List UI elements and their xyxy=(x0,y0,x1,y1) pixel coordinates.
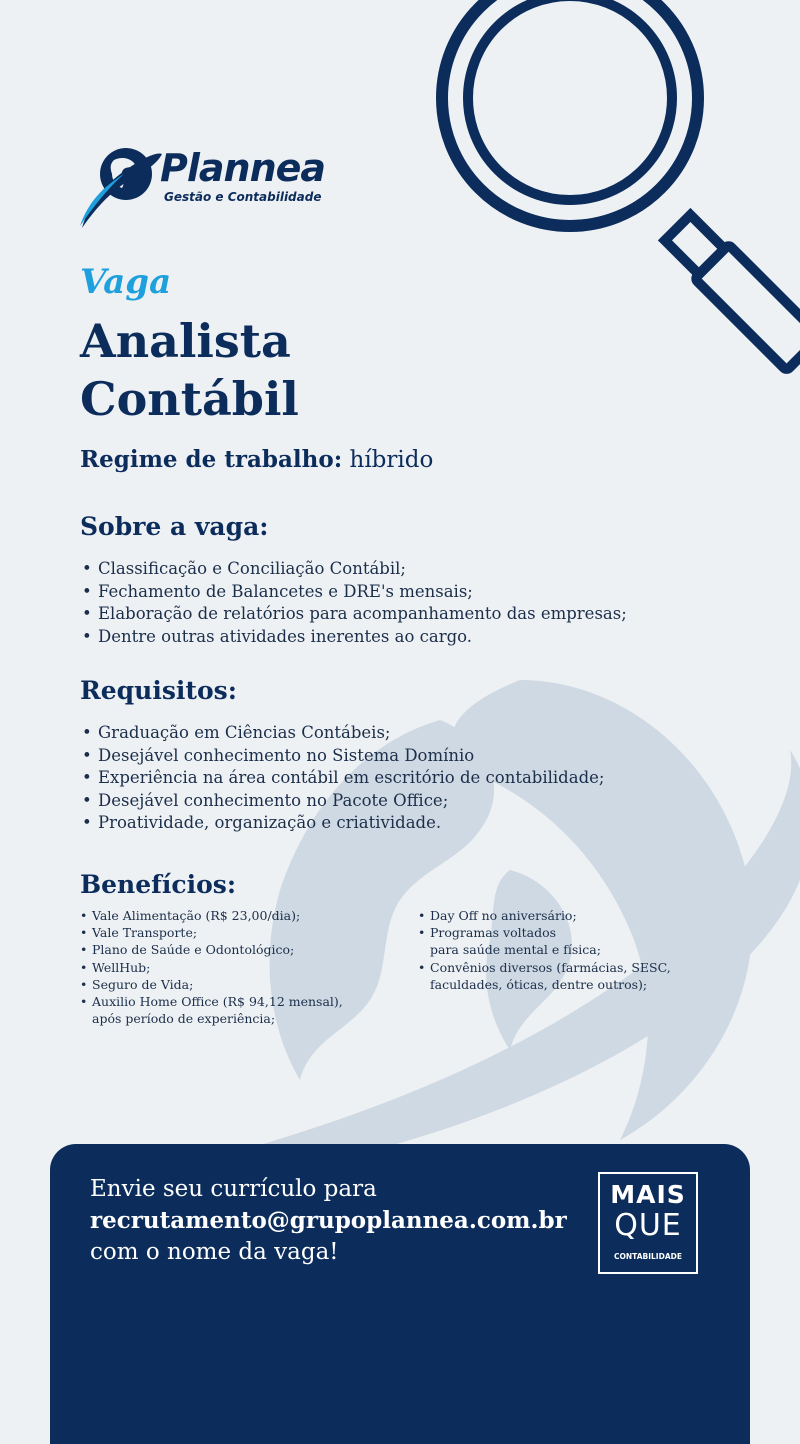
sobre-list xyxy=(80,558,718,648)
cta-line1: Envie seu currículo para xyxy=(90,1176,377,1202)
cta-text xyxy=(90,1174,567,1268)
list-item: • WellHub; xyxy=(92,959,402,976)
sobre-heading: Sobre a vaga: xyxy=(80,512,269,541)
list-item-continuation: após período de experiência; xyxy=(92,1011,276,1027)
job-title-line1: Analista xyxy=(80,314,291,368)
list-item: • Day Off no aniversário; xyxy=(430,907,730,924)
mais-que-contabilidade-badge xyxy=(598,1172,698,1274)
beneficios-heading: Benefícios: xyxy=(80,870,237,899)
badge-line1: MAIS xyxy=(610,1180,686,1209)
vaga-label: Vaga xyxy=(80,262,172,302)
list-item: • Seguro de Vida; xyxy=(92,976,402,993)
list-item-continuation: para saúde mental e física; xyxy=(430,942,601,958)
logo-name: Plannea xyxy=(160,146,326,190)
list-item: • Dentre outras atividades inerentes ao cargo. xyxy=(98,626,718,649)
requisitos-list xyxy=(80,722,718,835)
regime-value: híbrido xyxy=(349,447,434,473)
list-item: • Vale Transporte; xyxy=(92,924,402,941)
list-item: • Desejável conhecimento no Sistema Domínio xyxy=(98,745,718,768)
beneficios-list-left xyxy=(80,907,402,1027)
job-title-line2: Contábil xyxy=(80,372,299,426)
regime-label: Regime de trabalho: xyxy=(80,446,343,473)
plannea-logo xyxy=(78,140,338,230)
badge-line2: QUE xyxy=(614,1208,682,1243)
list-item: • Classificação e Conciliação Contábil; xyxy=(98,558,718,581)
logo-tagline: Gestão e Contabilidade xyxy=(164,190,322,204)
list-item: • Desejável conhecimento no Pacote Office; xyxy=(98,790,718,813)
list-item-continuation: faculdades, óticas, dentre outros); xyxy=(430,976,648,992)
list-item: • Proatividade, organização e criatividade. xyxy=(98,812,718,835)
job-title xyxy=(80,312,299,428)
list-item: • Convênios diversos (farmácias, SESC, xyxy=(430,959,730,976)
cta-panel xyxy=(50,1144,750,1444)
requisitos-heading: Requisitos: xyxy=(80,676,237,705)
list-item: • Plano de Saúde e Odontológico; xyxy=(92,941,402,958)
badge-line3: CONTABILIDADE xyxy=(614,1252,682,1261)
cta-email[interactable]: recrutamento@grupoplannea.com.br xyxy=(90,1207,567,1234)
magnifier-icon xyxy=(420,0,800,380)
cta-line3: com o nome da vaga! xyxy=(90,1239,339,1265)
list-item: • Graduação em Ciências Contábeis; xyxy=(98,722,718,745)
list-item: • Vale Alimentação (R$ 23,00/dia); xyxy=(92,907,402,924)
list-item: • Auxilio Home Office (R$ 94,12 mensal), xyxy=(92,993,402,1010)
list-item: • Programas voltados xyxy=(430,924,730,941)
work-regime xyxy=(80,446,433,473)
globe-swoosh-icon xyxy=(78,140,164,230)
list-item: • Elaboração de relatórios para acompanhamento das empresas; xyxy=(98,603,718,626)
beneficios-list-right xyxy=(418,907,730,993)
list-item: • Fechamento de Balancetes e DRE's mensais; xyxy=(98,581,718,604)
list-item: • Experiência na área contábil em escritório de contabilidade; xyxy=(98,767,718,790)
cta-email-link[interactable] xyxy=(90,1205,567,1237)
